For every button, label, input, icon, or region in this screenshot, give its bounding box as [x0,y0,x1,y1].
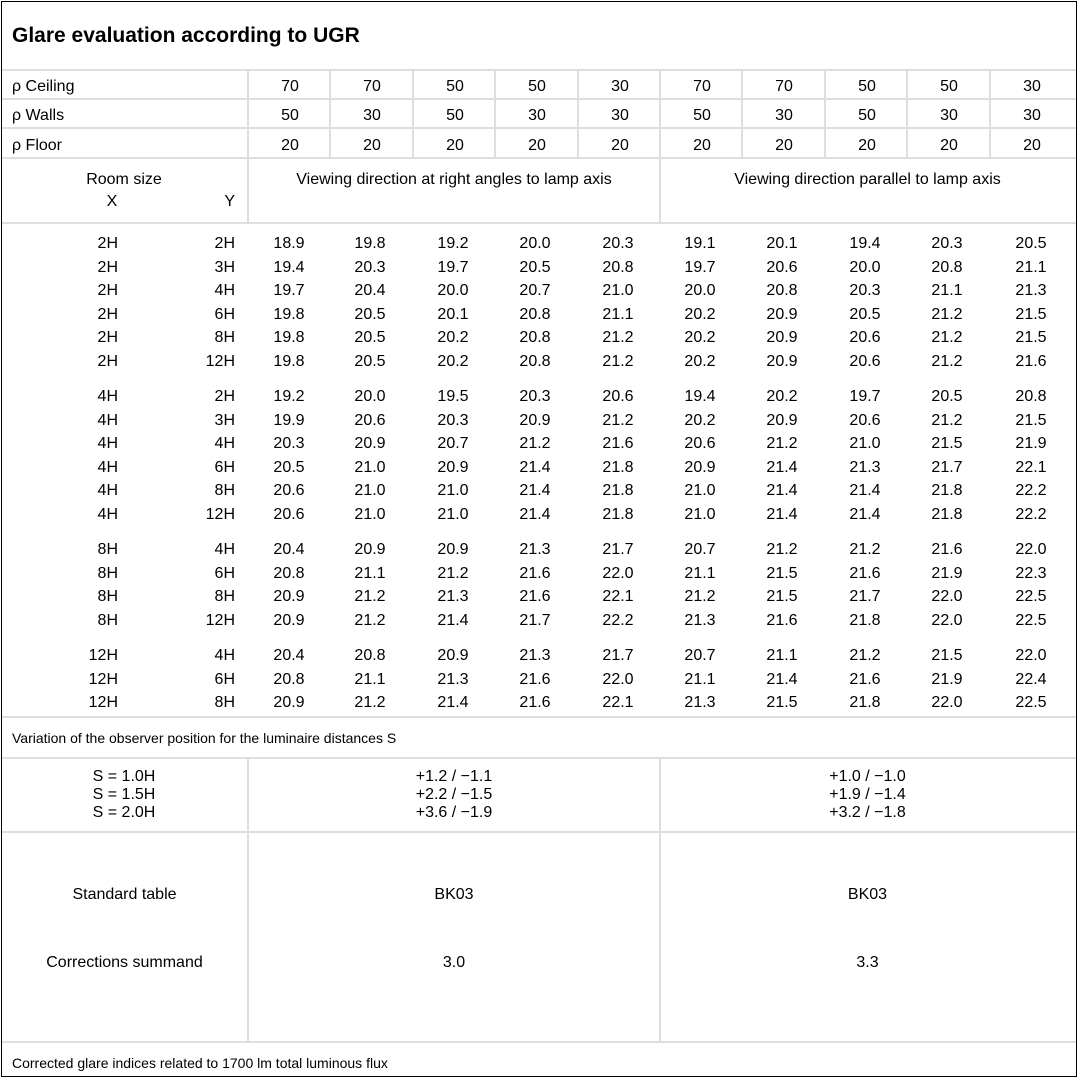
ugr-value: 21.8 [931,506,963,523]
room-y-value: 12H [205,353,235,370]
ugr-value: 21.1 [1015,259,1047,276]
ugr-value: 19.8 [273,306,305,323]
ugr-value: 21.6 [1015,353,1047,370]
reflectance-value: 30 [940,107,958,124]
ugr-value: 21.7 [519,612,551,629]
ugr-value: 22.2 [1015,482,1047,499]
reflectance-value: 70 [363,78,381,95]
reflectance-value: 50 [446,78,464,95]
ugr-value: 20.9 [354,541,386,558]
ugr-value: 21.2 [931,353,963,370]
ugr-value: 22.1 [602,588,634,605]
ugr-value: 21.2 [602,412,634,429]
room-x-value: 2H [97,259,118,276]
ugr-value: 21.0 [354,482,386,499]
ugr-value: 21.6 [849,671,881,688]
ugr-value: 19.8 [273,353,305,370]
divider [2,69,1076,71]
ugr-value: 20.5 [273,459,305,476]
ugr-value: 21.3 [519,541,551,558]
room-x-value: 8H [97,541,118,558]
ugr-value: 21.0 [684,482,716,499]
divider [659,157,661,222]
ugr-value: 20.8 [273,671,305,688]
corrections-parallel: 3.3 [856,954,879,971]
ugr-value: 20.2 [684,353,716,370]
ugr-value: 19.7 [437,259,469,276]
ugr-value: 20.5 [931,388,963,405]
x-label: X [106,193,118,210]
ugr-value: 21.3 [849,459,881,476]
ugr-value: 21.6 [602,435,634,452]
ugr-value: 21.0 [437,506,469,523]
reflectance-value: 20 [775,137,793,154]
ugr-value: 19.8 [354,235,386,252]
ugr-value: 21.9 [1015,435,1047,452]
ugr-value: 20.7 [684,541,716,558]
room-y-value: 2H [214,388,235,405]
ugr-value: 21.2 [931,306,963,323]
ugr-value: 20.4 [354,282,386,299]
ugr-value: 20.1 [766,235,798,252]
ugr-value: 21.5 [766,694,798,711]
ugr-value: 20.8 [273,565,305,582]
divider [2,757,1076,759]
ugr-value: 20.5 [354,329,386,346]
corrections-right: 3.0 [442,954,466,971]
ugr-value: 21.7 [602,647,634,664]
ugr-value: 21.8 [849,694,881,711]
ugr-value: 20.3 [273,435,305,452]
divider [2,127,1076,129]
ugr-value: 21.8 [931,482,963,499]
ugr-value: 20.0 [684,282,716,299]
room-x-value: 4H [97,506,118,523]
room-y-value: 6H [214,671,235,688]
s-parallel-value: +1.9 / −1.4 [829,786,906,803]
ugr-value: 20.4 [273,541,305,558]
ugr-value: 20.2 [766,388,798,405]
ugr-value: 21.3 [684,694,716,711]
reflectance-value: 70 [281,78,299,95]
ugr-value: 21.0 [437,482,469,499]
reflectance-value: 20 [1023,137,1041,154]
ugr-value: 21.1 [684,565,716,582]
ugr-value: 21.7 [931,459,963,476]
ugr-value: 21.7 [602,541,634,558]
ugr-value: 21.1 [684,671,716,688]
ugr-value: 21.4 [849,482,881,499]
room-x-value: 4H [97,412,118,429]
room-y-value: 8H [214,694,235,711]
ugr-value: 21.5 [1015,412,1047,429]
ugr-value: 20.9 [437,459,469,476]
ugr-value: 21.4 [849,506,881,523]
room-x-value: 2H [97,235,118,252]
ugr-value: 21.5 [1015,329,1047,346]
ugr-value: 22.2 [602,612,634,629]
room-y-value: 12H [205,612,235,629]
ugr-value: 20.3 [931,235,963,252]
room-y-value: 4H [214,541,235,558]
reflectance-value: 30 [363,107,381,124]
reflectance-value: 30 [528,107,546,124]
ugr-value: 20.8 [766,282,798,299]
room-y-value: 4H [214,435,235,452]
ugr-value: 22.0 [931,694,963,711]
ugr-value: 20.9 [273,612,305,629]
divider [2,98,1076,100]
ugr-value: 21.7 [849,588,881,605]
ugr-value: 20.2 [684,306,716,323]
ugr-value: 21.2 [602,353,634,370]
ugr-value: 22.5 [1015,612,1047,629]
room-y-value: 2H [214,235,235,252]
ugr-value: 22.2 [1015,506,1047,523]
ugr-value: 21.9 [931,671,963,688]
reflectance-value: 20 [858,137,876,154]
room-y-value: 3H [214,412,235,429]
ugr-value: 20.3 [437,412,469,429]
reflectance-value: 20 [363,137,381,154]
room-y-value: 12H [205,506,235,523]
ugr-value: 21.5 [766,588,798,605]
corrections-label: Corrections summand [46,954,203,971]
ugr-value: 21.0 [602,282,634,299]
s-parallel-value: +1.0 / −1.0 [829,768,906,785]
room-x-value: 2H [97,306,118,323]
room-x-value: 4H [97,459,118,476]
ugr-value: 21.3 [519,647,551,664]
walls-label: ρ Walls [12,107,65,124]
ugr-value: 21.4 [437,694,469,711]
ugr-value: 20.6 [684,435,716,452]
ugr-value: 21.1 [354,671,386,688]
ugr-value: 20.0 [437,282,469,299]
ugr-value: 21.2 [354,588,386,605]
ugr-value: 20.7 [519,282,551,299]
divider [2,157,1076,159]
ugr-value: 20.9 [766,353,798,370]
s-label: S = 1.5H [92,786,156,803]
ugr-value: 21.3 [437,588,469,605]
ugr-value: 21.5 [931,647,963,664]
ugr-value: 21.5 [931,435,963,452]
room-y-value: 8H [214,588,235,605]
ugr-value: 22.4 [1015,671,1047,688]
parallel-header: Viewing direction parallel to lamp axis [734,171,1001,188]
ugr-value: 22.0 [931,588,963,605]
ugr-value: 21.0 [849,435,881,452]
room-x-value: 12H [88,671,118,688]
ugr-value: 21.6 [519,671,551,688]
room-x-value: 4H [97,482,118,499]
ugr-value: 21.9 [931,565,963,582]
ugr-value: 20.8 [1015,388,1047,405]
room-x-value: 2H [97,282,118,299]
ugr-value: 20.9 [273,588,305,605]
ugr-value: 20.5 [519,259,551,276]
divider [2,1041,1076,1043]
divider [247,157,249,222]
ugr-value: 21.5 [766,565,798,582]
ugr-value: 21.3 [684,612,716,629]
ugr-value: 21.8 [849,612,881,629]
ugr-value: 21.2 [766,541,798,558]
ugr-value: 21.4 [519,506,551,523]
ugr-value: 22.0 [1015,541,1047,558]
ugr-value: 21.4 [766,506,798,523]
ugr-value: 19.4 [684,388,716,405]
s-label: S = 1.0H [92,768,156,785]
footer-note: Corrected glare indices related to 1700 lm total luminous flux [12,1055,388,1071]
ugr-value: 21.3 [1015,282,1047,299]
ugr-value: 20.8 [602,259,634,276]
ugr-value: 19.9 [273,412,305,429]
room-y-value: 4H [214,282,235,299]
ugr-value: 21.4 [766,459,798,476]
ugr-value: 20.6 [354,412,386,429]
ugr-value: 22.1 [1015,459,1047,476]
ugr-value: 20.8 [519,306,551,323]
ugr-value: 21.2 [931,412,963,429]
ugr-value: 21.1 [602,306,634,323]
reflectance-value: 20 [281,137,299,154]
ugr-value: 21.4 [519,482,551,499]
ugr-value: 22.5 [1015,588,1047,605]
reflectance-value: 20 [940,137,958,154]
room-y-value: 4H [214,647,235,664]
ugr-table-frame [1,1,1077,1077]
ugr-value: 21.5 [1015,306,1047,323]
ugr-value: 21.3 [437,671,469,688]
ugr-value: 21.1 [931,282,963,299]
room-y-value: 8H [214,482,235,499]
ugr-value: 20.9 [684,459,716,476]
standard-table-parallel: BK03 [847,886,888,903]
ugr-value: 19.2 [437,235,469,252]
ugr-value: 21.6 [519,565,551,582]
ugr-value: 19.4 [849,235,881,252]
ugr-value: 21.6 [519,694,551,711]
ugr-value: 20.2 [684,329,716,346]
reflectance-value: 30 [611,78,629,95]
reflectance-value: 20 [611,137,629,154]
ugr-value: 20.6 [849,329,881,346]
ugr-value: 20.6 [849,353,881,370]
ugr-value: 20.3 [849,282,881,299]
ugr-value: 21.2 [766,435,798,452]
ugr-value: 20.5 [1015,235,1047,252]
room-x-value: 8H [97,612,118,629]
ugr-value: 19.8 [273,329,305,346]
y-label: Y [224,193,235,210]
reflectance-value: 50 [858,107,876,124]
ugr-value: 18.9 [273,235,305,252]
ugr-value: 20.8 [519,329,551,346]
ugr-value: 21.8 [602,459,634,476]
ugr-value: 20.2 [684,412,716,429]
ugr-value: 20.0 [519,235,551,252]
ceiling-label: ρ Ceiling [12,78,75,95]
ugr-value: 21.4 [766,671,798,688]
right-angle-header: Viewing direction at right angles to lamp axis [296,171,612,188]
ugr-value: 21.6 [766,612,798,629]
ugr-value: 20.9 [519,412,551,429]
ugr-value: 20.5 [354,306,386,323]
ugr-value: 22.5 [1015,694,1047,711]
room-y-value: 6H [214,565,235,582]
reflectance-value: 50 [940,78,958,95]
room-x-value: 2H [97,353,118,370]
reflectance-value: 20 [528,137,546,154]
ugr-value: 21.8 [602,482,634,499]
reflectance-value: 30 [1023,107,1041,124]
reflectance-value: 50 [858,78,876,95]
ugr-value: 19.2 [273,388,305,405]
ugr-value: 21.2 [931,329,963,346]
ugr-value: 20.3 [519,388,551,405]
page-title: Glare evaluation according to UGR [12,24,360,47]
ugr-value: 21.0 [354,506,386,523]
ugr-value: 20.8 [519,353,551,370]
room-x-value: 8H [97,565,118,582]
ugr-value: 20.9 [437,647,469,664]
ugr-value: 21.2 [602,329,634,346]
s-right-value: +2.2 / −1.5 [415,786,493,803]
ugr-value: 21.0 [684,506,716,523]
ugr-value: 19.7 [684,259,716,276]
ugr-value: 20.6 [273,482,305,499]
reflectance-value: 30 [1023,78,1041,95]
ugr-value: 19.7 [273,282,305,299]
ugr-value: 20.0 [849,259,881,276]
ugr-value: 21.1 [766,647,798,664]
s-parallel-value: +3.2 / −1.8 [829,804,906,821]
room-x-value: 8H [97,588,118,605]
ugr-value: 20.7 [684,647,716,664]
ugr-value: 21.2 [519,435,551,452]
reflectance-value: 20 [693,137,711,154]
ugr-value: 21.6 [931,541,963,558]
reflectance-value: 70 [775,78,793,95]
room-x-value: 12H [88,694,118,711]
room-y-value: 8H [214,329,235,346]
ugr-value: 20.9 [354,435,386,452]
ugr-value: 20.9 [766,412,798,429]
ugr-value: 20.7 [437,435,469,452]
ugr-value: 21.4 [437,612,469,629]
ugr-value: 22.1 [602,694,634,711]
ugr-value: 20.4 [273,647,305,664]
ugr-value: 21.2 [849,647,881,664]
room-x-value: 12H [88,647,118,664]
reflectance-value: 30 [611,107,629,124]
s-label: S = 2.0H [92,804,156,821]
reflectance-value: 50 [528,78,546,95]
ugr-value: 20.6 [849,412,881,429]
divider [2,831,1076,833]
ugr-value: 21.1 [354,565,386,582]
room-y-value: 6H [214,306,235,323]
divider [2,222,1076,224]
ugr-value: 19.4 [273,259,305,276]
ugr-value: 22.0 [602,671,634,688]
ugr-value: 21.0 [354,459,386,476]
divider [2,716,1076,718]
ugr-value: 21.2 [437,565,469,582]
variation-label: Variation of the observer position for the luminaire distances S [12,730,397,746]
ugr-value: 19.1 [684,235,716,252]
room-size-label: Room size [86,171,162,188]
ugr-value: 22.0 [602,565,634,582]
ugr-value: 22.0 [1015,647,1047,664]
s-right-value: +1.2 / −1.1 [415,768,493,785]
reflectance-value: 70 [693,78,711,95]
ugr-value: 20.0 [354,388,386,405]
ugr-value: 21.2 [354,694,386,711]
ugr-value: 20.8 [931,259,963,276]
reflectance-value: 30 [775,107,793,124]
reflectance-value: 20 [446,137,464,154]
floor-label: ρ Floor [12,137,62,154]
ugr-value: 20.9 [273,694,305,711]
ugr-value: 20.6 [273,506,305,523]
ugr-value: 20.3 [354,259,386,276]
ugr-value: 19.5 [437,388,469,405]
ugr-value: 20.1 [437,306,469,323]
standard-table-label: Standard table [72,886,177,903]
ugr-value: 20.3 [602,235,634,252]
ugr-value: 20.2 [437,329,469,346]
room-y-value: 3H [214,259,235,276]
ugr-value: 21.2 [849,541,881,558]
reflectance-value: 50 [281,107,299,124]
ugr-value: 20.5 [354,353,386,370]
room-x-value: 2H [97,329,118,346]
ugr-value: 19.7 [849,388,881,405]
ugr-value: 20.9 [766,306,798,323]
room-y-value: 6H [214,459,235,476]
ugr-value: 20.2 [437,353,469,370]
ugr-value: 20.5 [849,306,881,323]
ugr-value: 20.8 [354,647,386,664]
room-x-value: 4H [97,388,118,405]
ugr-value: 20.6 [602,388,634,405]
standard-table-right: BK03 [434,886,474,903]
ugr-value: 21.6 [849,565,881,582]
ugr-value: 21.2 [354,612,386,629]
room-x-value: 4H [97,435,118,452]
s-right-value: +3.6 / −1.9 [415,804,493,821]
ugr-value: 20.9 [766,329,798,346]
ugr-value: 21.2 [684,588,716,605]
ugr-value: 21.6 [519,588,551,605]
ugr-value: 20.6 [766,259,798,276]
ugr-value: 22.0 [931,612,963,629]
reflectance-value: 50 [693,107,711,124]
ugr-value: 22.3 [1015,565,1047,582]
ugr-value: 20.9 [437,541,469,558]
ugr-value: 21.8 [602,506,634,523]
ugr-value: 21.4 [766,482,798,499]
reflectance-value: 50 [446,107,464,124]
ugr-value: 21.4 [519,459,551,476]
